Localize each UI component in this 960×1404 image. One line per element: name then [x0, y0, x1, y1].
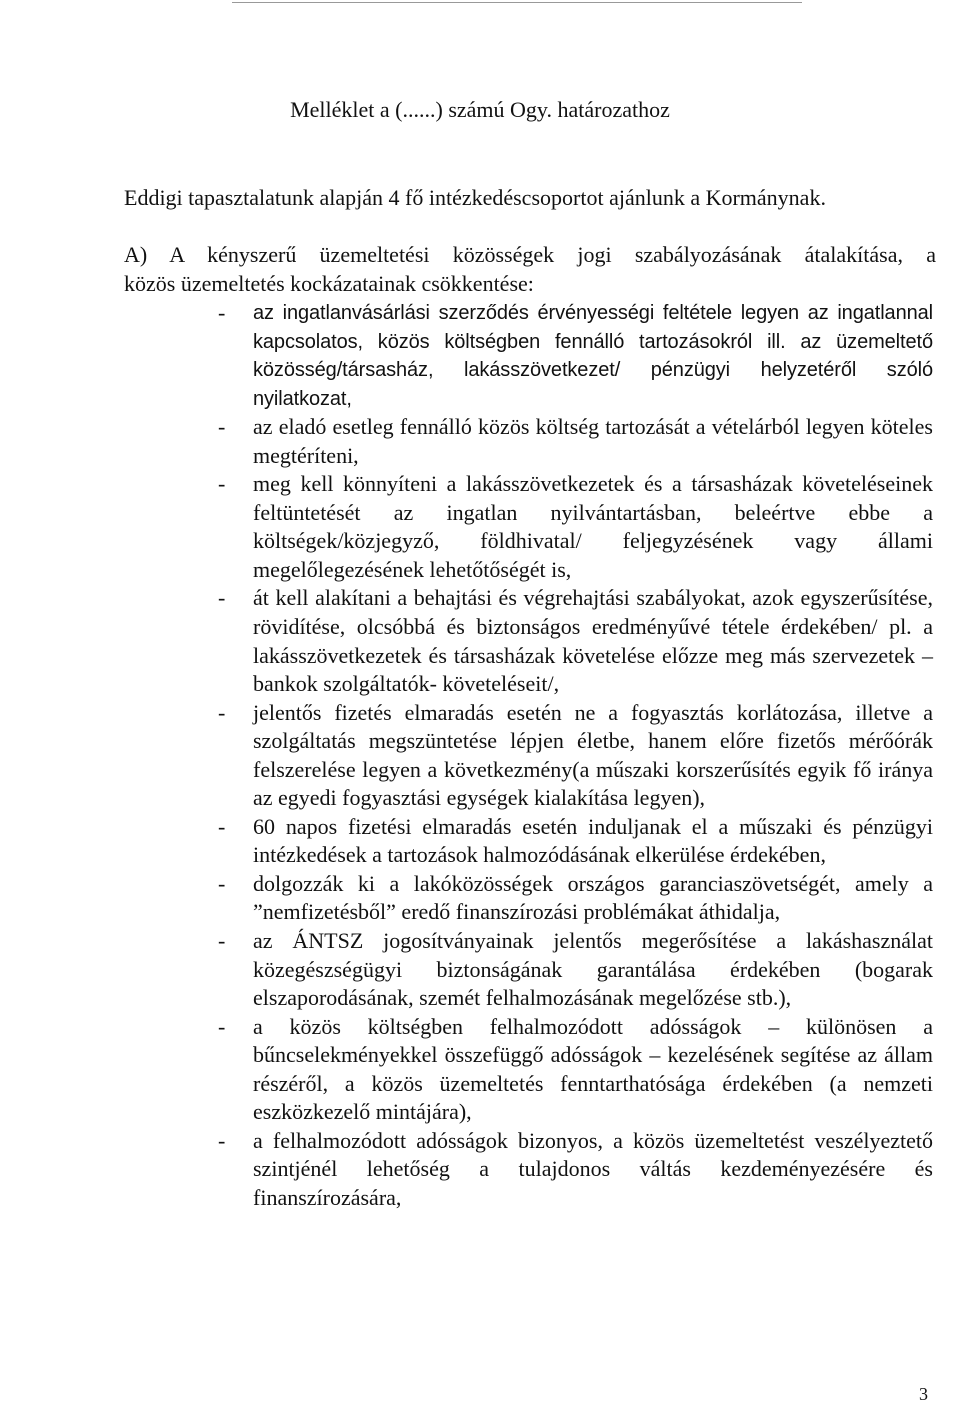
list-item-text: a felhalmozódott adósságok bizonyos, a közös üzemeltetést veszélyeztető szintjénél lehetőség a tulajdonos váltás kezdeményezésére és finanszírozására, [253, 1127, 933, 1210]
page-number: 3 [919, 1384, 928, 1404]
bullet-dash: - [218, 585, 226, 611]
list-item-text: a közös költségben felhalmozódott adósságok – különösen a bűncselekményekkel összefüggő adósságok – kezelésének segítése az állam részéről, a közös üzemeltetés fenntarthatósága érdekében (a nemzeti eszközkezelő mintájára), [253, 1013, 933, 1125]
bullet-dash: - [218, 300, 226, 325]
bullet-dash: - [218, 1127, 226, 1153]
list-item [0, 299, 960, 413]
measures-list [0, 299, 960, 1213]
list-item-text: jelentős fizetés elmaradás esetén ne a fogyasztás korlátozása, illetve a szolgáltatás megszüntetése lépjen életbe, hanem előre fizetős mérőórák felszerelése legyen a következmény(a műszaki korszerűsítés egyik fő iránya az egyedi fogyasztási egységek kialakítása legyen), [253, 699, 933, 811]
list-item-text: át kell alakítani a behajtási és végrehajtási szabályokat, azok egyszerűsítése, rövidítése, olcsóbbá és biztonságos eredményűvé tétele érdekében/ pl. a lakásszövetkezetek és társasházak követelése előzze meg más szervezetek – bankok szolgáltatók- követeléseit/, [253, 585, 933, 697]
bullet-dash: - [218, 813, 226, 839]
document-title: Melléklet a (......) számú Ogy. határozathoz [290, 97, 670, 122]
top-edge-rule [232, 2, 802, 3]
bullet-dash: - [218, 471, 226, 497]
list-item [0, 699, 960, 813]
list-item-text: az eladó esetleg fennálló közös költség tartozását a vételárból legyen köteles megtéríteni, [253, 414, 933, 468]
list-item-text: meg kell könnyíteni a lakásszövetkezetek és a társasházak követeléseinek feltüntetését az ingatlan nyilvántartásban, beleértve ebbe a költségek/közjegyző, földhivatal/ feljegyzésének vagy állami megelőlegezésének lehetőtőségét is, [253, 471, 933, 582]
list-item-text: az ingatlanvásárlási szerződés érvényességi feltétele legyen az ingatlannal kapcsolatos, közös költségben fennálló tartozásokról ill. az üzemeltető közösség/társasház, lakásszövetkezet/ pénzügyi helyzetéről szóló nyilatkozat, [253, 302, 933, 410]
list-item-text: 60 napos fizetési elmaradás esetén induljanak el a műszaki és pénzügyi intézkedések a tartozások halmozódásának elkerülése érdekében, [253, 813, 933, 868]
bullet-dash: - [218, 928, 226, 954]
intro-paragraph: Eddigi tapasztalatunk alapján 4 fő intézkedéscsoportot ajánlunk a Kormánynak. [124, 185, 826, 210]
list-item [0, 1127, 960, 1213]
list-item [0, 470, 960, 584]
list-item-text: az ÁNTSZ jogosítványainak jelentős megerősítése a lakáshasználat közegészségügyi biztonságának garantálása érdekében (bogarak elszaporodásának, szemét felhalmozásának megelőzése stb.), [253, 928, 933, 1011]
list-item-text: dolgozzák ki a lakóközösségek országos garanciaszövetségét, amely a ”nemfizetésből” eredő finanszírozási problémákat áthidalja, [253, 870, 933, 925]
list-item [0, 584, 960, 698]
bullet-dash: - [218, 699, 226, 725]
list-item [0, 1013, 960, 1127]
bullet-dash: - [218, 870, 226, 896]
bullet-dash: - [218, 1013, 226, 1039]
section-a-heading [124, 241, 936, 298]
section-a-heading-line1: A) A kényszerű üzemeltetési közösségek jogi szabályozásának átalakítása, a [124, 242, 936, 267]
list-item [0, 870, 960, 927]
section-a-heading-line2: közös üzemeltetés kockázatainak csökkentése: [124, 270, 534, 296]
list-item [0, 413, 960, 470]
bullet-dash: - [218, 414, 226, 440]
list-item [0, 813, 960, 870]
list-item [0, 927, 960, 1013]
